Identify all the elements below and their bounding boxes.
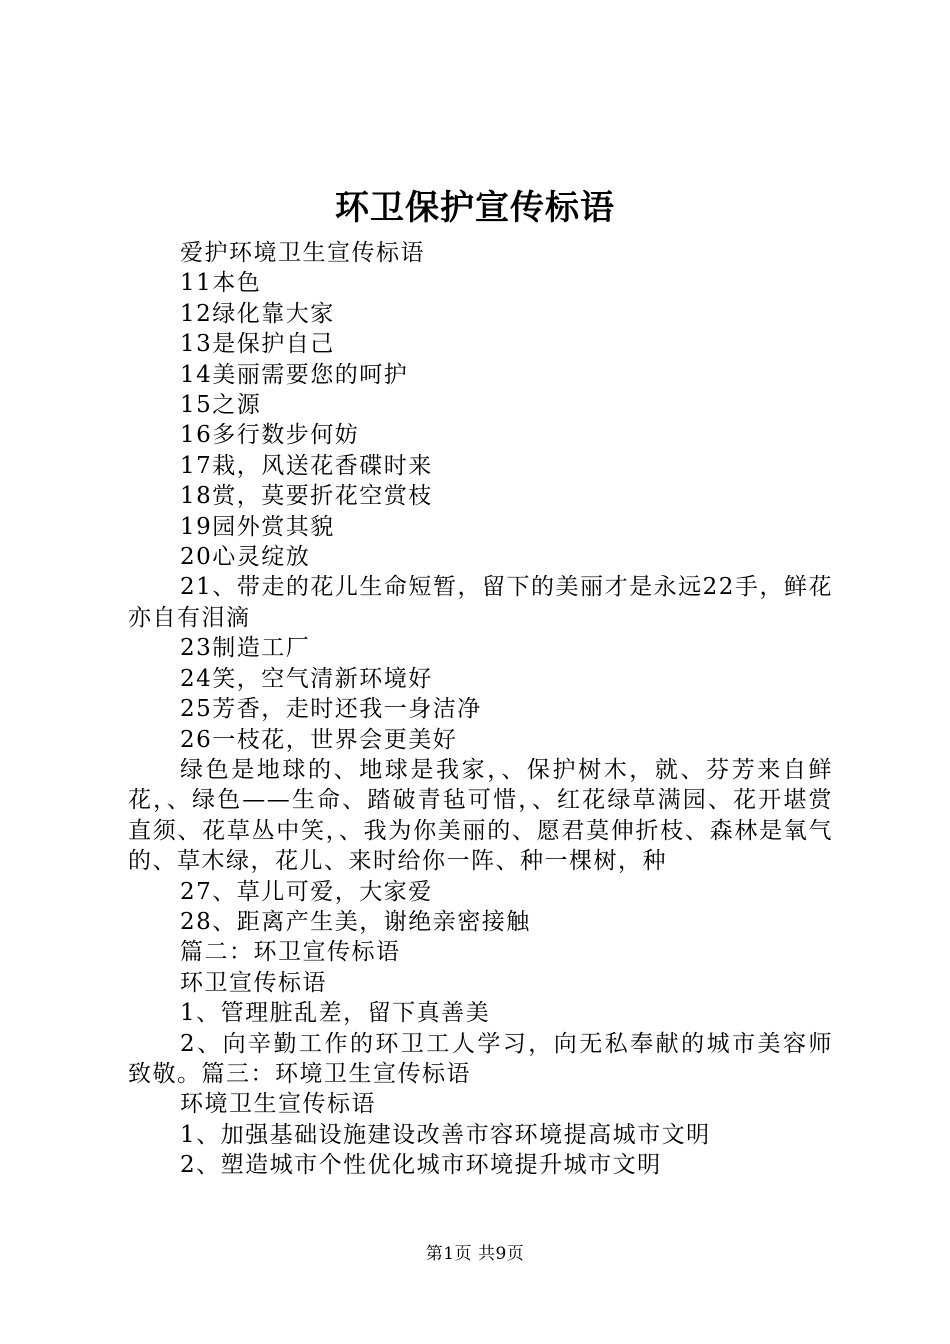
document-title: 环卫保护宣传标语: [335, 188, 615, 228]
paragraph: 2、塑造城市个性优化城市环境提升城市文明: [180, 1152, 662, 1179]
paragraph: 环境卫生宣传标语: [180, 1091, 376, 1118]
paragraph: 26一枝花，世界会更美好: [180, 726, 458, 753]
paragraph: 爱护环境卫生宣传标语: [180, 240, 425, 266]
paragraph: 11本色: [180, 270, 262, 297]
paragraph: 1、加强基础设施建设改善市容环境提高城市文明: [180, 1121, 711, 1148]
paragraph: 21、带走的花儿生命短暂，留下的美丽才是永远22手，鲜花亦自有泪滴: [128, 574, 833, 631]
paragraph: 15之源: [180, 392, 262, 419]
paragraph: 13是保护自己: [180, 331, 335, 358]
paragraph: 14美丽需要您的呵护: [180, 361, 409, 388]
paragraph: 25芳香，走时还我一身洁净: [180, 696, 482, 723]
paragraph: 2、向辛勤工作的环卫工人学习，向无私奉献的城市美容师致敬。篇三：环境卫生宣传标语: [128, 1030, 833, 1087]
paragraph: 绿色是地球的、地球是我家，、保护树木，就、芬芳来自鲜花，、绿色——生命、踏破青毡可惜，、红花绿草满园、花开堪赏直须、花草丛中笑，、我为你美丽的、愿君莫伸折枝、森林是氧气的、草木绿，花儿、来时给你一阵、种一棵树，种: [128, 756, 833, 875]
document-body: [128, 238, 833, 1181]
paragraph: 28、距离产生美，谢绝亲密接触: [180, 908, 531, 935]
paragraph: 12绿化靠大家: [180, 300, 335, 327]
paragraph: 23制造工厂: [180, 635, 311, 662]
page-number-footer: 第1页 共9页: [425, 1244, 525, 1264]
paragraph: 17栽，风送花香碟时来: [180, 452, 433, 479]
section-heading: 篇二：环卫宣传标语: [180, 939, 401, 966]
paragraph: 环卫宣传标语: [180, 969, 327, 996]
paragraph: 20心灵绽放: [180, 544, 311, 571]
paragraph: 18赏，莫要折花空赏枝: [180, 483, 433, 510]
paragraph: 24笑，空气清新环境好: [180, 665, 433, 692]
paragraph: 1、管理脏乱差，留下真善美: [180, 1000, 491, 1027]
paragraph: 16多行数步何妨: [180, 422, 360, 449]
paragraph: 27、草儿可爱，大家爱: [180, 878, 433, 905]
paragraph: 19园外赏其貌: [180, 513, 335, 540]
